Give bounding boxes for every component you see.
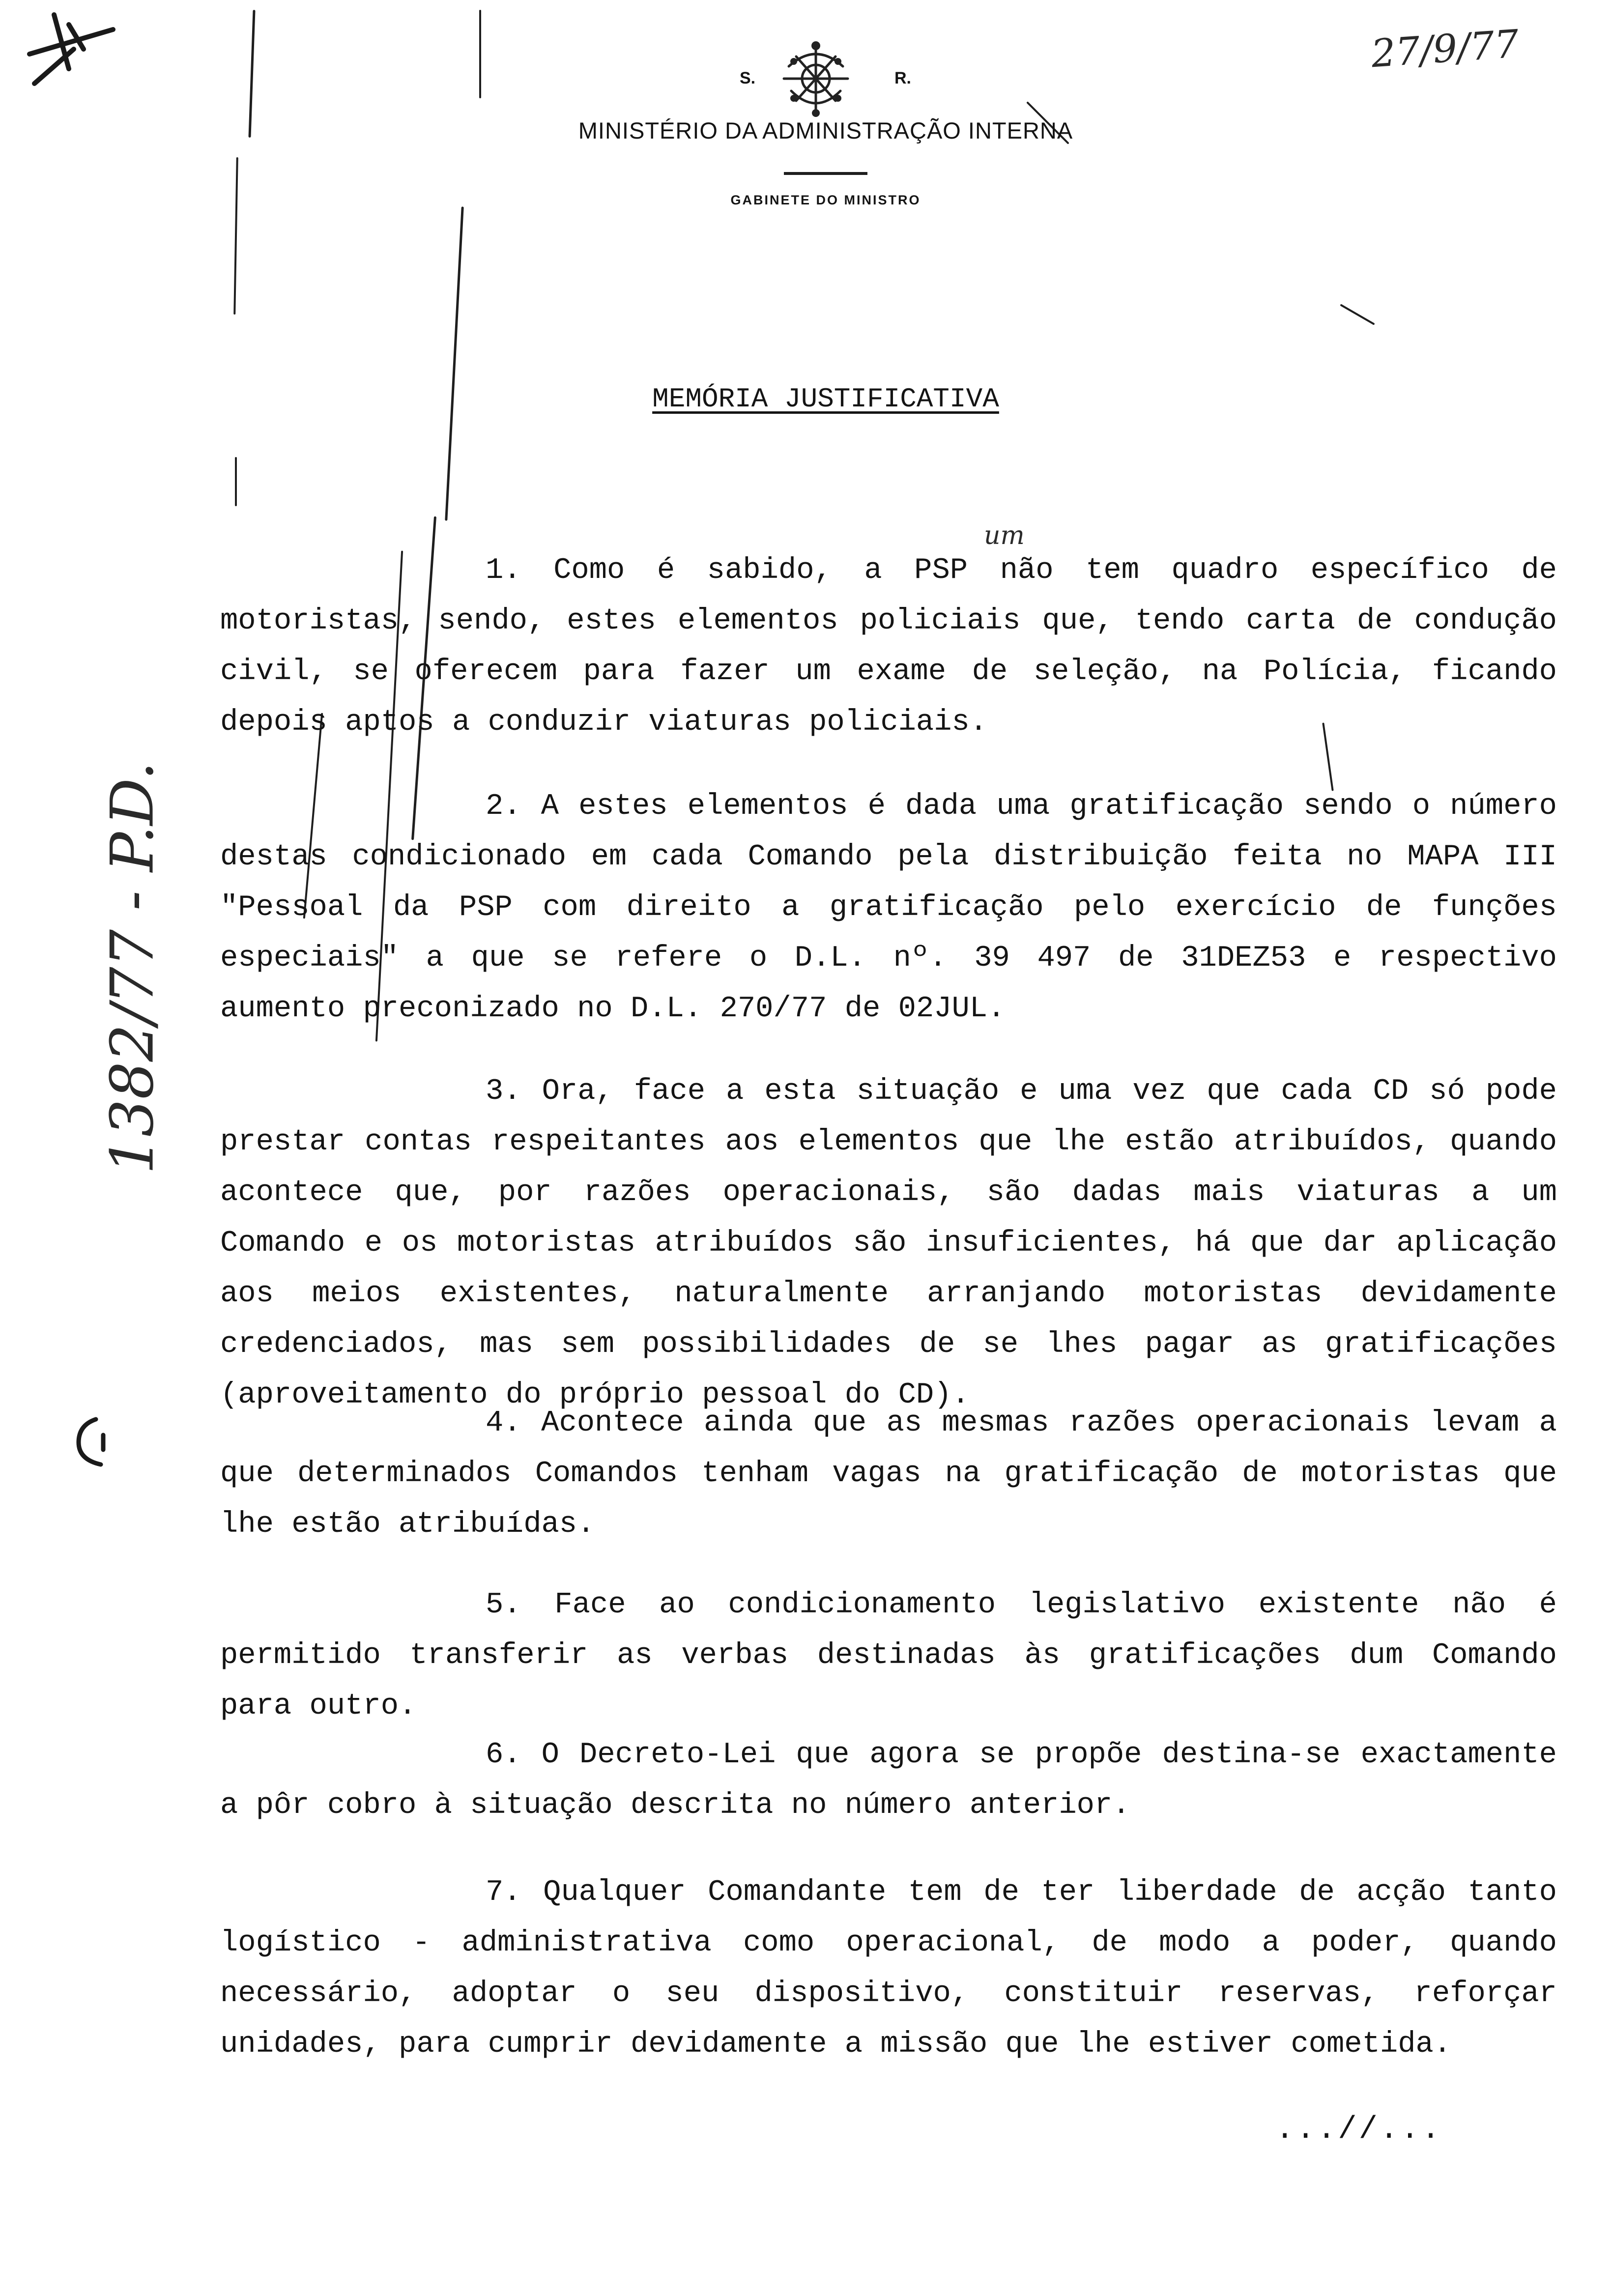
scan-artifact-line	[445, 206, 463, 520]
paragraph-3: 3. Ora, face a esta situação e uma vez que cada CD só pode prestar contas respeitantes aos elementos que lhe estão atribuídos, quando acontece que, por razões operacionais, são dadas mais viaturas a um Comando e os motoristas atribuídos são insuficientes, há que dar aplicação aos meios existentes, naturalmente arranjando motoristas devidamente credenciados, mas sem possibilidades de se lhes pagar as gratificações (aproveitamento do próprio pessoal do CD).	[220, 1075, 1557, 1412]
paragraph-7: 7. Qualquer Comandante tem de ter liberdade de acção tanto logístico - administrativa como operacional, de modo a poder, quando necessário, adoptar o seu dispositivo, constituir reservas, reforçar unidades, para cumprir devidamente a missão que lhe estiver cometida.	[220, 1876, 1557, 2061]
coat-of-arms-icon	[774, 37, 858, 120]
paragraph-2: 2. A estes elementos é dada uma gratificação sendo o número destas condicionado em cada Comando pela distribuição feita no MAPA III "Pessoal da PSP com direito a gratificação pelo exercício de funções especiais" a que se refere o D.L. nº. 39 497 de 31DEZ53 e respectivo aumento preconizado no D.L. 270/77 de 02JUL.	[220, 790, 1557, 1026]
cabinet-name: GABINETE DO MINISTRO	[730, 193, 921, 207]
margin-reference-annotation: 1382/77 - P.D.	[98, 761, 167, 1175]
scan-artifact-line	[233, 157, 238, 315]
scan-artifact-line	[248, 10, 255, 138]
corner-mark-icon	[20, 10, 118, 88]
paragraph-1: 1. Como é sabido, a PSP não tem quadro específico de motoristas, sendo, estes elementos policiais que, tendo carta de condução civil, se oferecem para fazer um exame de seleção, na Polícia, ficando depois aptos a conduzir viaturas policiais.	[220, 554, 1557, 739]
header-letter-left: S.	[740, 69, 756, 87]
insertion-annotation: um	[984, 521, 1025, 550]
scan-artifact-line	[235, 457, 237, 506]
ministry-name: MINISTÉRIO DA ADMINISTRAÇÃO INTERNA	[578, 117, 1073, 144]
header-letter-right: R.	[894, 69, 911, 87]
paragraph-6: 6. O Decreto-Lei que agora se propõe destina-se exactamente a pôr cobro à situação descrita no número anterior.	[220, 1738, 1557, 1822]
continuation-marker: ...//...	[1275, 2112, 1442, 2148]
paragraph-5: 5. Face ao condicionamento legislativo existente não é permitido transferir as verbas destinadas às gratificações dum Comando para outro.	[220, 1588, 1557, 1723]
paragraph-4: 4. Acontece ainda que as mesmas razões operacionais levam a que determinados Comandos tenham vagas na gratificação de motoristas que lhe estão atribuídas.	[220, 1406, 1557, 1541]
scan-artifact-line	[479, 10, 481, 98]
header-divider	[784, 172, 867, 175]
scan-artifact-line	[1340, 304, 1375, 325]
date-annotation: 27/9/77	[1370, 22, 1521, 77]
document-title: MEMÓRIA JUSTIFICATIVA	[652, 383, 999, 415]
margin-bracket-icon	[74, 1415, 108, 1469]
